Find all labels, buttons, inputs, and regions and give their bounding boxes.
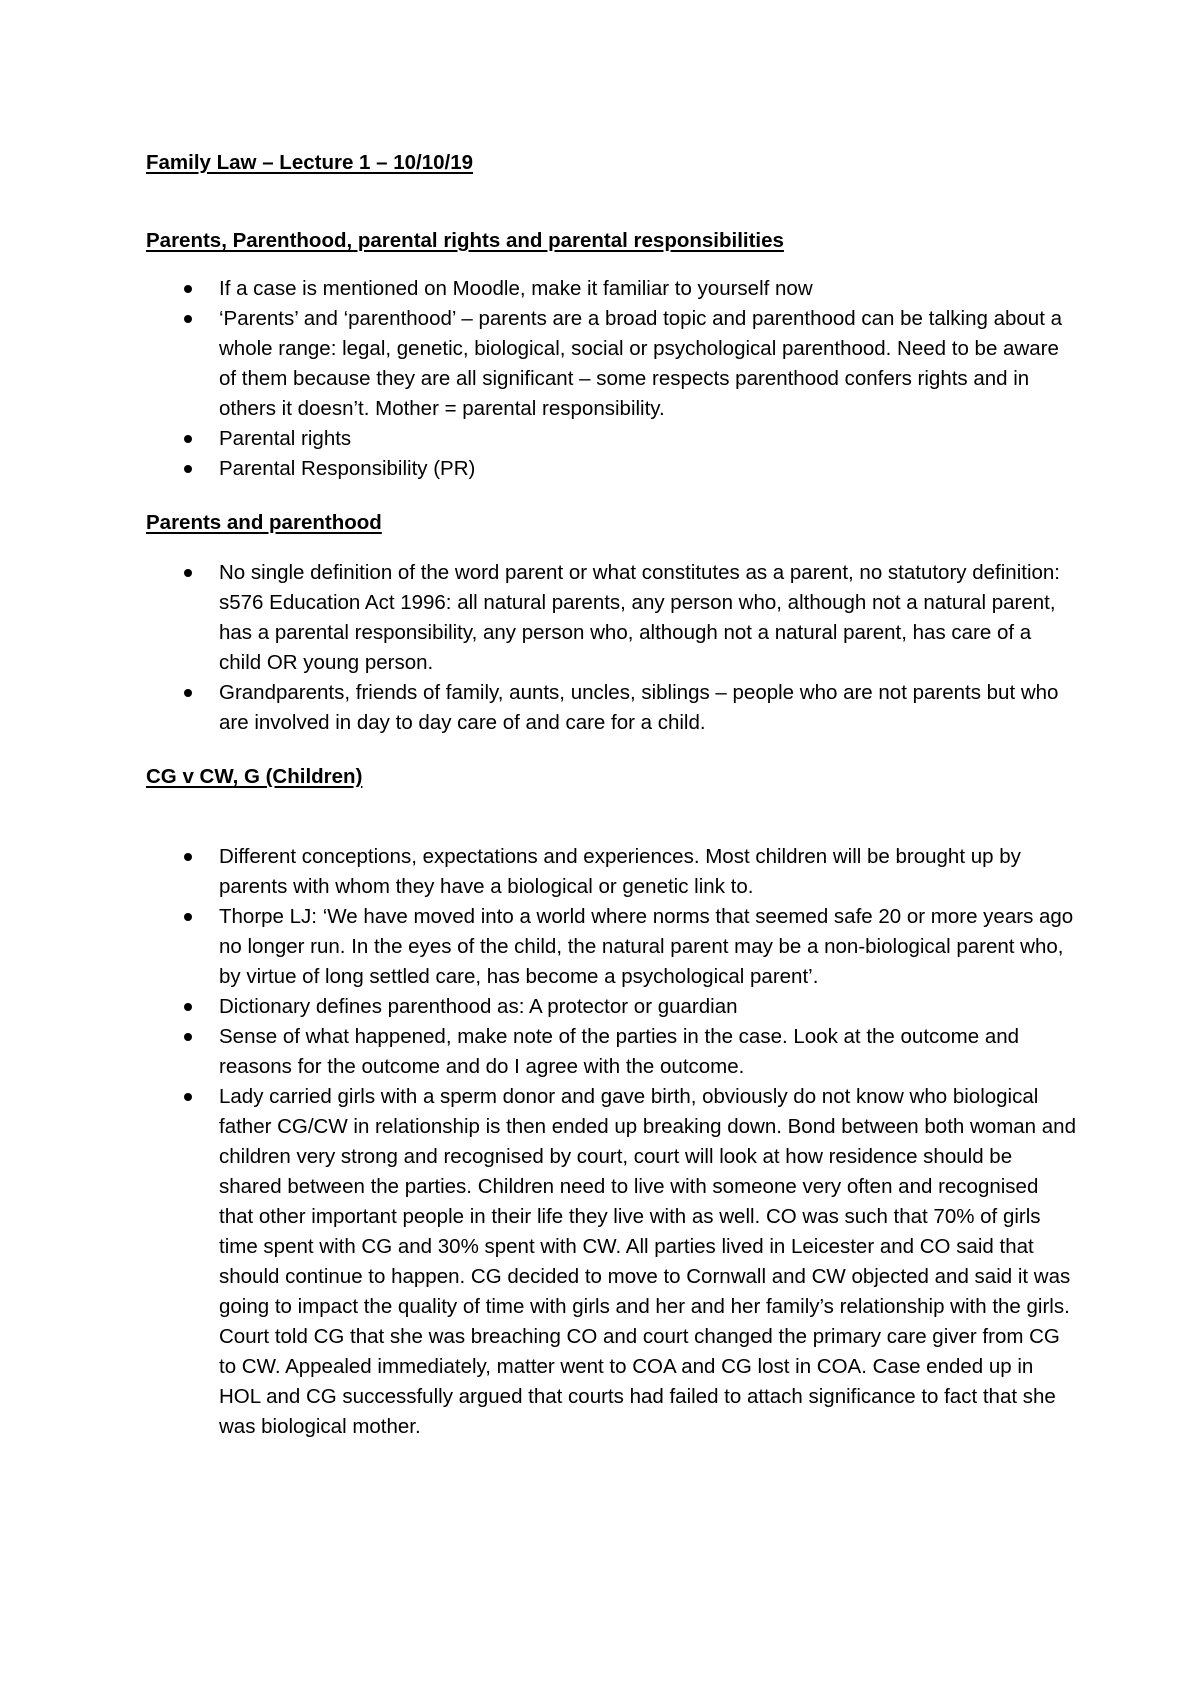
list-item: Dictionary defines parenthood as: A protector or guardian — [146, 992, 1076, 1022]
document-title: Family Law – Lecture 1 – 10/10/19 — [146, 151, 474, 174]
list-item: Thorpe LJ: ‘We have moved into a world where norms that seemed safe 20 or more years ago no longer run. In the eyes of the child, the natural parent may be a non-biological parent who, by virtue of long settled care, has become a psychological parent’. — [146, 902, 1076, 992]
list-item: Grandparents, friends of family, aunts, uncles, siblings – people who are not parents but who are involved in day to day care of and care for a child. — [146, 678, 1076, 738]
bullet-icon — [184, 1033, 192, 1041]
bullet-list-parents-and-parenthood — [146, 558, 1076, 738]
list-item: Parental Responsibility (PR) — [146, 454, 1076, 484]
bullet-icon — [184, 435, 192, 443]
list-item: Different conceptions, expectations and experiences. Most children will be brought up by parents with whom they have a biological or genetic link to. — [146, 842, 1076, 902]
bullet-icon — [184, 1003, 192, 1011]
bullet-icon — [184, 913, 192, 921]
bullet-icon — [184, 1093, 192, 1101]
bullet-icon — [184, 569, 192, 577]
list-item: If a case is mentioned on Moodle, make it familiar to yourself now — [146, 274, 1076, 304]
list-item: Lady carried girls with a sperm donor and gave birth, obviously do not know who biological father CG/CW in relationship is then ended up breaking down. Bond between both woman and children very strong and recognised by court, court will look at how residence should be shared between the parties. Children need to live with someone very often and recognised that other important people in their life they live with as well. CO was such that 70% of girls time spent with CG and 30% spent with CW. All parties lived in Leicester and CO said that should continue to happen. CG decided to move to Cornwall and CW objected and said it was going to impact the quality of time with girls and her and her family’s relationship with the girls. Court told CG that she was breaching CO and court changed the primary care giver from CG to CW. Appealed immediately, matter went to COA and CG lost in COA. Case ended up in HOL and CG successfully argued that courts had failed to attach significance to fact that she was biological mother. — [146, 1082, 1076, 1442]
bullet-icon — [184, 853, 192, 861]
bullet-icon — [184, 285, 192, 293]
bullet-icon — [184, 689, 192, 697]
document-body — [146, 148, 1076, 1442]
list-item: ‘Parents’ and ‘parenthood’ – parents are a broad topic and parenthood can be talking about a whole range: legal, genetic, biological, social or psychological parenthood. Need to be aware of them because they are all significant – some respects parenthood confers rights and in others it doesn’t. Mother = parental responsibility. — [146, 304, 1076, 424]
list-item: Parental rights — [146, 424, 1076, 454]
section-heading-parental-rights: Parents, Parenthood, parental rights and parental responsibilities — [146, 229, 784, 252]
bullet-list-case-cg-v-cw — [146, 842, 1076, 1442]
bullet-list-parental-rights — [146, 274, 1076, 484]
list-item: No single definition of the word parent or what constitutes as a parent, no statutory definition: s576 Education Act 1996: all natural parents, any person who, although not a natural parent, has a parental responsibility, any person who, although not a natural parent, has care of a child OR young person. — [146, 558, 1076, 678]
list-item: Sense of what happened, make note of the parties in the case. Look at the outcome and reasons for the outcome and do I agree with the outcome. — [146, 1022, 1076, 1082]
bullet-icon — [184, 315, 192, 323]
section-heading-case-cg-v-cw: CG v CW, G (Children) — [146, 765, 363, 788]
bullet-icon — [184, 465, 192, 473]
section-heading-parents-and-parenthood: Parents and parenthood — [146, 511, 382, 534]
